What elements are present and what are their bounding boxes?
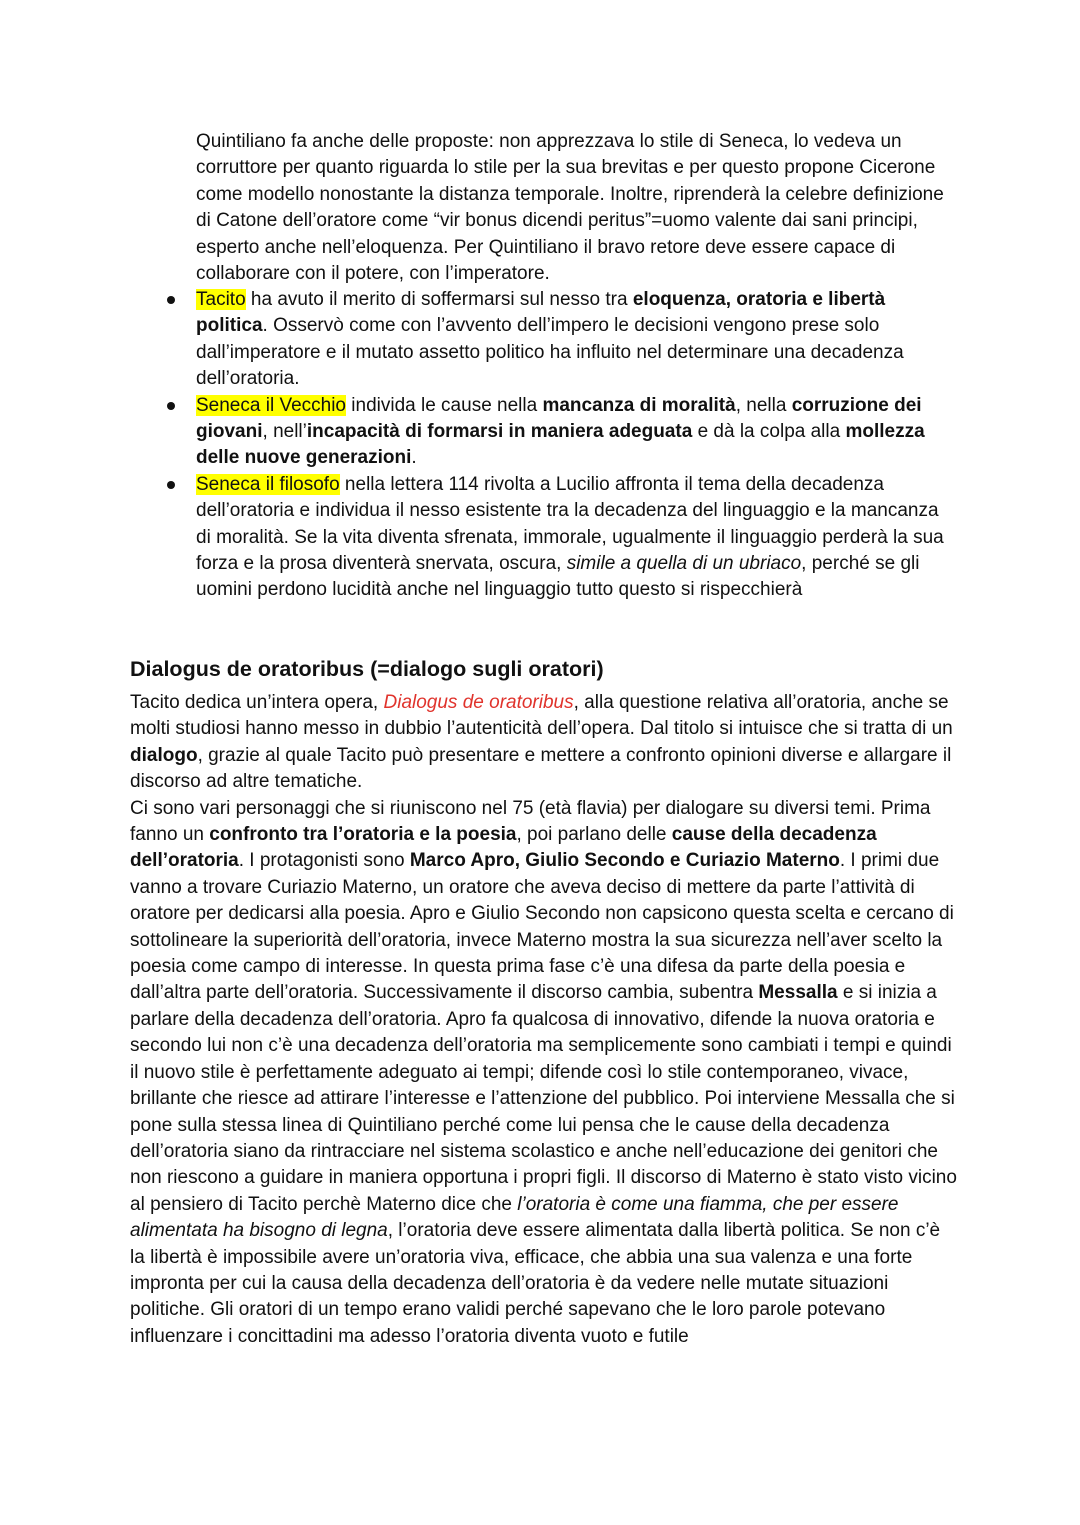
bullet-dot-icon: [167, 402, 175, 410]
bold-text: dialogo: [130, 744, 198, 766]
body-text: Ci sono vari personaggi che si riuniscono nel 75 (età flavia) per dialogare su diversi temi. Prima fanno un: [130, 797, 931, 846]
bold-text: cause della decadenza dell’oratoria: [130, 824, 877, 872]
bullet-text: , perché se gli uomini perdono lucidità anche nel linguaggio tutto questo si rispecchierà: [196, 553, 920, 601]
bullet-text: individa le cause nella: [346, 394, 543, 416]
body-text: e si inizia a parlare della decadenza dell’oratoria. Apro fa qualcosa di innovativo, difende la nuova oratoria e secondo lui non c’è una decadenza dell’oratoria ma semplicemente sono cambiati i tempi e quindi il nuovo stile è perfettamente adeguato ai tempi; difende così lo stile contemporaneo, vivace, brillante che riesce ad attirare l’interesse e l’attenzione del pubblico. Poi interviene Messalla che si pone sulla stessa linea di Quintiliano perché come lui pensa che le cause della decadenza dell’oratoria siano da rintracciare nel sistema scolastico e anche nell’educazione dei genitori che non riescono a guidare in maniera opportuna i propri figli. Il discorso di Materno è stato visto vicino al pensiero di Tacito perchè Materno dice che: [130, 982, 957, 1215]
highlight-seneca-vecchio: Seneca il Vecchio: [196, 394, 346, 416]
bullet-text: . Osservò come con l’avvento dell’impero le decisioni vengono prese solo dall’imperatore e il mutato assetto politico ha influito nel determinare una decadenza dell’oratoria.: [196, 315, 904, 390]
bold-text: Marco Apro, Giulio Secondo e Curiazio Materno: [409, 850, 840, 872]
work-title: Dialogus de oratoribus: [383, 692, 574, 713]
bullet-item-seneca-vecchio: [196, 393, 956, 472]
bullet-text: , nell’: [262, 421, 307, 443]
section-heading: Dialogus de oratoribus (=dialogo sugli oratori): [130, 657, 604, 681]
body-text: . I primi due vanno a trovare Curiazio Materno, un oratore che aveva deciso di mettere da parte l’attività di oratore per dedicarsi alla poesia. Apro e Giulio Secondo non capsicono questa scelta e cercano di sottolineare la superiorità dell’oratoria, invece Materno mostra la sua sicurezza nell’aver scelto la poesia come campo di interesse. In questa prima fase c’è una difesa da parte della poesia e dall’altra parte dell’oratoria. Successivamente il discorso cambia, subentra: [130, 850, 954, 1004]
bullet-text: nella lettera 114 rivolta a Lucilio affronta il tema della decadenza dell’oratoria e individua il nesso esistente tra la decadenza del linguaggio e la mancanza di moralità. Se la vita diventa sfrenata, immorale, ugualmente il linguaggio perderà la sua forza e la prosa diventerà snervata, oscura,: [196, 473, 944, 575]
bold-text: mancanza di moralità: [542, 394, 736, 416]
bold-text: corruzione dei giovani: [196, 394, 922, 443]
highlight-seneca-filosofo: Seneca il filosofo: [196, 473, 340, 495]
body-text: Tacito dedica un’intera opera,: [130, 692, 384, 713]
bold-text: mollezza delle nuove generazioni: [196, 421, 925, 469]
bullet-text: , nella: [735, 394, 792, 416]
body-text: , grazie al quale Tacito può presentare e mettere a confronto opinioni diverse e allargare il discorso ad altre tematiche.: [130, 744, 952, 793]
bold-text: Messalla: [758, 982, 838, 1004]
intro-text: Quintiliano fa anche delle proposte: non apprezzava lo stile di Seneca, lo vedeva un corruttore per quanto riguarda lo stile per la sua brevitas e per questo propone Cicerone come modello nonostante la distanza temporale. Inoltre, riprenderà la celebre definizione di Catone dell’oratore come “vir bonus dicendi peritus”=uomo valente dai sani principi, esperto anche nell’eloquenza. Per Quintiliano il bravo retore deve essere capace di collaborare con il potere, con l’imperatore.: [196, 131, 944, 285]
italic-text: l’oratoria è come una fiamma, che per essere alimentata ha bisogno di legna: [130, 1193, 899, 1242]
body-text: , l’oratoria deve essere alimentata dalla libertà politica. Se non c’è la libertà è impossibile avere un’oratoria viva, efficace, che abbia una sua valenza e una forte impronta per cui la causa della decadenza dell’oratoria è da vedere nelle mutate situazioni politiche. Gli oratori di un tempo erano validi perché sapevano che le loro parole potevano influenzare i concittadini ma adesso l’oratoria diventa vuoto e futile: [130, 1220, 941, 1347]
body-text: , poi parlano delle: [516, 824, 672, 846]
intro-paragraph: [196, 129, 956, 287]
bullet-text: e dà la colpa alla: [692, 421, 846, 443]
italic-text: simile a quella di un ubriaco: [566, 553, 802, 575]
bullet-list: [0, 287, 1080, 604]
bullet-text: ha avuto il merito di soffermarsi sul nesso tra: [245, 289, 633, 310]
body-text: . I protagonisti sono: [238, 850, 410, 872]
bold-text: eloquenza, oratoria e libertà politica: [196, 289, 886, 337]
bullet-dot-icon: [167, 296, 175, 304]
section-body: [130, 690, 960, 1350]
bullet-text: .: [411, 447, 417, 469]
highlight-tacito: Tacito: [196, 289, 246, 310]
body-text: , alla questione relativa all’oratoria, anche se molti studiosi hanno messo in dubbio l’autenticità dell’opera. Dal titolo si intuisce che si tratta di un: [130, 692, 953, 740]
bold-text: incapacità di formarsi in maniera adeguata: [306, 421, 693, 443]
bullet-item-tacito: [196, 287, 956, 393]
bold-text: confronto tra l’oratoria e la poesia: [209, 824, 517, 846]
bullet-dot-icon: [167, 481, 175, 489]
bullet-item-seneca-filosofo: [196, 472, 956, 604]
